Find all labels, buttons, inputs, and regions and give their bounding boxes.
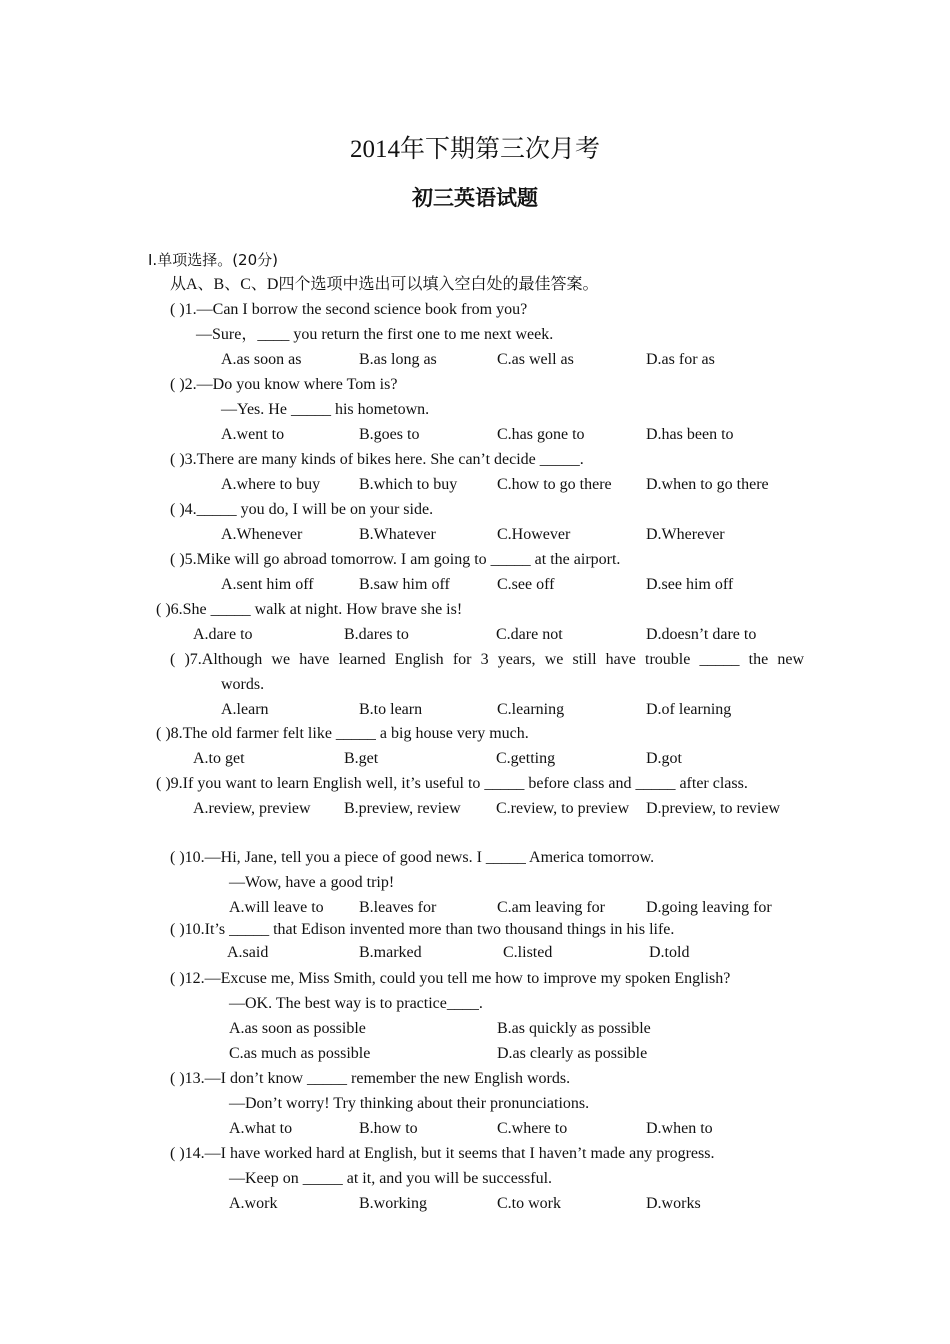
question-8-option-b: B.get: [344, 750, 379, 767]
question-12-option-a: A.as soon as possible: [229, 1020, 366, 1037]
question-1-option-d: D.as for as: [646, 351, 715, 368]
question-11-stem: ( )10.It’s _____ that Edison invented more than two thousand things in his life.: [170, 921, 675, 938]
section-instruction: 从A、B、C、D四个选项中选出可以填入空白处的最佳答案。: [170, 276, 599, 293]
question-3-stem: ( )3.There are many kinds of bikes here. She can’t decide _____.: [170, 451, 584, 468]
question-12-option-c: C.as much as possible: [229, 1045, 371, 1062]
question-11-option-d: D.told: [649, 944, 690, 961]
exam-title: 2014年下期第三次月考: [349, 136, 600, 163]
question-3-option-c: C.how to go there: [497, 476, 612, 493]
question-8-stem: ( )8.The old farmer felt like _____ a big house very much.: [156, 725, 529, 742]
question-2-line2: —Yes. He _____ his hometown.: [221, 401, 430, 418]
question-2-stem: ( )2.—Do you know where Tom is?: [170, 376, 398, 393]
question-14-line2: —Keep on _____ at it, and you will be successful.: [229, 1170, 553, 1187]
question-10-option-c: C.am leaving for: [497, 899, 605, 916]
question-11-option-c: C.listed: [503, 944, 553, 961]
question-14-option-a: A.work: [229, 1195, 278, 1212]
question-13-stem: ( )13.—I don’t know _____ remember the new English words.: [170, 1070, 571, 1087]
question-8-option-d: D.got: [646, 750, 682, 767]
question-1-stem: ( )1.—Can I borrow the second science book from you?: [170, 301, 528, 318]
question-1-option-a: A.as soon as: [221, 351, 302, 368]
question-9-option-b: B.preview, review: [344, 800, 461, 817]
question-13-option-a: A.what to: [229, 1120, 293, 1137]
question-5-option-a: A.sent him off: [221, 576, 314, 593]
question-1-line2: —Sure，____ you return the first one to me next week.: [196, 326, 554, 343]
question-10-stem: ( )10.—Hi, Jane, tell you a piece of good news. I _____ America tomorrow.: [170, 849, 655, 866]
question-12-option-d: D.as clearly as possible: [497, 1045, 648, 1062]
question-8-option-a: A.to get: [193, 750, 245, 767]
question-7-option-c: C.learning: [497, 701, 565, 718]
question-10-option-b: B.leaves for: [359, 899, 437, 916]
question-4-stem: ( )4._____ you do, I will be on your side.: [170, 501, 434, 518]
question-9-stem: ( )9.If you want to learn English well, it’s useful to _____ before class and _____ after class.: [156, 775, 748, 792]
question-4-option-b: B.Whatever: [359, 526, 436, 543]
question-3-option-b: B.which to buy: [359, 476, 458, 493]
question-8-option-c: C.getting: [496, 750, 556, 767]
question-9-option-a: A.review, preview: [193, 800, 311, 817]
question-6-option-d: D.doesn’t dare to: [646, 626, 757, 643]
question-13-option-c: C.where to: [497, 1120, 568, 1137]
question-13-line2: —Don’t worry! Try thinking about their pronunciations.: [229, 1095, 590, 1112]
exam-subtitle: 初三英语试题: [412, 186, 538, 210]
question-4-option-c: C.However: [497, 526, 571, 543]
question-5-option-c: C.see off: [497, 576, 555, 593]
question-11-option-a: A.said: [227, 944, 269, 961]
question-5-option-d: D.see him off: [646, 576, 734, 593]
question-7-line2: words.: [221, 676, 265, 693]
question-9-option-c: C.review, to preview: [496, 800, 630, 817]
question-3-option-a: A.where to buy: [221, 476, 321, 493]
question-12-stem: ( )12.—Excuse me, Miss Smith, could you tell me how to improve my spoken English?: [170, 970, 731, 987]
question-14-option-c: C.to work: [497, 1195, 561, 1212]
question-7-stem: ( )7.Although we have learned English for 3 years, we still have trouble _____ the new: [170, 651, 804, 668]
question-14-option-b: B.working: [359, 1195, 427, 1212]
question-10-option-d: D.going leaving for: [646, 899, 772, 916]
question-5-stem: ( )5.Mike will go abroad tomorrow. I am going to _____ at the airport.: [170, 551, 621, 568]
question-4-option-a: A.Whenever: [221, 526, 303, 543]
section-heading: Ⅰ.单项选择。(20分): [148, 251, 278, 269]
question-10-option-a: A.will leave to: [229, 899, 324, 916]
question-2-option-a: A.went to: [221, 426, 285, 443]
question-5-option-b: B.saw him off: [359, 576, 450, 593]
question-7-option-a: A.learn: [221, 701, 269, 718]
question-1-option-c: C.as well as: [497, 351, 574, 368]
question-4-option-d: D.Wherever: [646, 526, 725, 543]
question-7-option-b: B.to learn: [359, 701, 423, 718]
question-12-line2: —OK. The best way is to practice____.: [229, 995, 483, 1012]
question-7-option-d: D.of learning: [646, 701, 732, 718]
question-3-option-d: D.when to go there: [646, 476, 769, 493]
question-6-option-a: A.dare to: [193, 626, 253, 643]
question-1-option-b: B.as long as: [359, 351, 437, 368]
question-11-option-b: B.marked: [359, 944, 422, 961]
question-2-option-d: D.has been to: [646, 426, 734, 443]
question-6-option-b: B.dares to: [344, 626, 409, 643]
question-13-option-d: D.when to: [646, 1120, 713, 1137]
question-10-line2: —Wow, have a good trip!: [229, 874, 395, 891]
question-14-option-d: D.works: [646, 1195, 701, 1212]
question-14-stem: ( )14.—I have worked hard at English, but it seems that I haven’t made any progress.: [170, 1145, 715, 1162]
question-9-option-d: D.preview, to review: [646, 800, 781, 817]
question-2-option-b: B.goes to: [359, 426, 420, 443]
question-6-stem: ( )6.She _____ walk at night. How brave she is!: [156, 601, 463, 618]
question-13-option-b: B.how to: [359, 1120, 418, 1137]
question-6-option-c: C.dare not: [496, 626, 563, 643]
question-12-option-b: B.as quickly as possible: [497, 1020, 651, 1037]
question-2-option-c: C.has gone to: [497, 426, 585, 443]
